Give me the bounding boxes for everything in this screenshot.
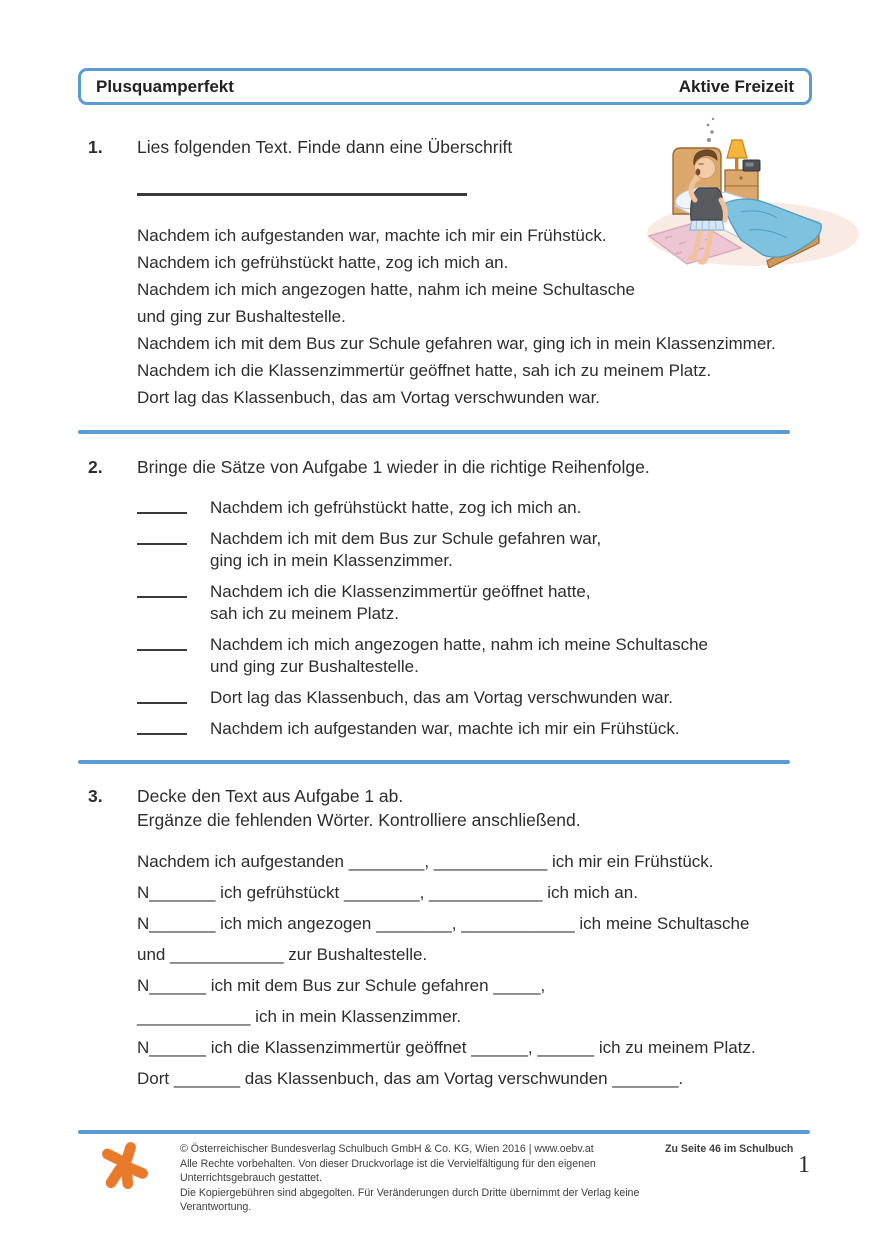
task3-number: 3. [88,786,103,806]
oebv-asterisk-logo-icon [99,1138,151,1194]
task1-text-block [137,222,812,411]
heading-blank-line[interactable] [137,193,467,196]
fill-in-text-block [137,846,812,1094]
order-item [137,581,812,625]
fill-line[interactable]: Nachdem ich aufgestanden ________, ____________ ich mir ein Frühstück. [137,852,714,871]
task-3 [78,784,812,1094]
task1-number: 1. [88,137,103,157]
fill-line[interactable]: und ____________ zur Bushaltestelle. [137,945,428,964]
fill-line[interactable]: N______ ich die Klassenzimmertür geöffnet ______, ______ ich zu meinem Platz. [137,1038,756,1057]
fill-line[interactable]: N______ ich mit dem Bus zur Schule gefahren _____, [137,976,546,995]
fill-line[interactable]: N_______ ich mich angezogen ________, ____________ ich meine Schultasche [137,914,750,933]
order-blank-line[interactable] [137,497,187,514]
task-2 [78,455,812,749]
story-line: Nachdem ich mich angezogen hatte, nahm ich meine Schultasche [137,280,636,299]
order-item [137,687,812,709]
section-divider [78,430,790,434]
fill-line[interactable]: Dort _______ das Klassenbuch, das am Vortag verschwunden _______. [137,1069,684,1088]
copyright-text [180,1142,660,1215]
order-blank-line[interactable] [137,687,187,704]
task2-instruction: Bringe die Sätze von Aufgabe 1 wieder in die richtige Reihenfolge. [137,457,650,477]
fill-line[interactable]: ____________ ich in mein Klassenzimmer. [137,1007,462,1026]
task-1 [78,135,812,411]
order-sentence: Nachdem ich die Klassenzimmertür geöffnet hatte, [210,582,591,601]
page-number: 1 [798,1152,810,1178]
order-item [137,718,812,740]
order-sentence: ging ich in mein Klassenzimmer. [210,551,453,570]
copyright-line: Die Kopiergebühren sind abgegolten. Für Veränderungen durch Dritte übernimmt der Verlag keine Verantwortung. [180,1186,640,1214]
fill-line[interactable]: N_______ ich gefrühstückt ________, ____________ ich mich an. [137,883,638,902]
order-item [137,634,812,678]
copyright-line: © Österreichischer Bundesverlag Schulbuch GmbH & Co. KG, Wien 2016 | www.oebv.at [180,1143,594,1155]
order-blank-line[interactable] [137,634,187,651]
order-sentence: und ging zur Bushaltestelle. [210,657,419,676]
footer-rule [78,1130,810,1134]
section-divider [78,760,790,764]
task2-number: 2. [88,457,103,477]
ordering-list [137,497,812,740]
order-blank-line[interactable] [137,581,187,598]
order-item [137,497,812,519]
story-line: Nachdem ich mit dem Bus zur Schule gefahren war, ging ich in mein Klassenzimmer. [137,334,776,353]
story-line: und ging zur Bushaltestelle. [137,307,346,326]
worksheet-chapter: Aktive Freizeit [678,76,794,96]
story-line: Dort lag das Klassenbuch, das am Vortag verschwunden war. [137,388,601,407]
order-sentence: Nachdem ich mit dem Bus zur Schule gefahren war, [210,529,602,548]
worksheet-topic: Plusquamperfekt [96,76,234,96]
task3-instruction-line2: Ergänze die fehlenden Wörter. Kontrolliere anschließend. [137,810,581,830]
story-line: Nachdem ich die Klassenzimmertür geöffnet hatte, sah ich zu meinem Platz. [137,361,712,380]
story-line: Nachdem ich aufgestanden war, machte ich mir ein Frühstück. [137,226,607,245]
order-blank-line[interactable] [137,718,187,735]
story-line: Nachdem ich gefrühstückt hatte, zog ich mich an. [137,253,509,272]
order-sentence: Nachdem ich mich angezogen hatte, nahm ich meine Schultasche [210,635,709,654]
order-sentence: Nachdem ich gefrühstückt hatte, zog ich mich an. [210,498,582,517]
task3-instruction-line1: Decke den Text aus Aufgabe 1 ab. [137,786,404,806]
order-sentence: Nachdem ich aufgestanden war, machte ich mir ein Frühstück. [210,719,680,738]
schoolbook-reference: Zu Seite 46 im Schulbuch [665,1143,794,1155]
order-blank-line[interactable] [137,528,187,545]
copyright-line: Alle Rechte vorbehalten. Von dieser Druckvorlage ist die Vervielfältigung für den eigenen Unterrichtsgebrauch gestattet. [180,1157,596,1185]
header-box [78,68,812,105]
order-sentence: sah ich zu meinem Platz. [210,604,399,623]
task1-instruction: Lies folgenden Text. Finde dann eine Überschrift [137,137,513,157]
order-item [137,528,812,572]
order-sentence: Dort lag das Klassenbuch, das am Vortag verschwunden war. [210,688,674,707]
